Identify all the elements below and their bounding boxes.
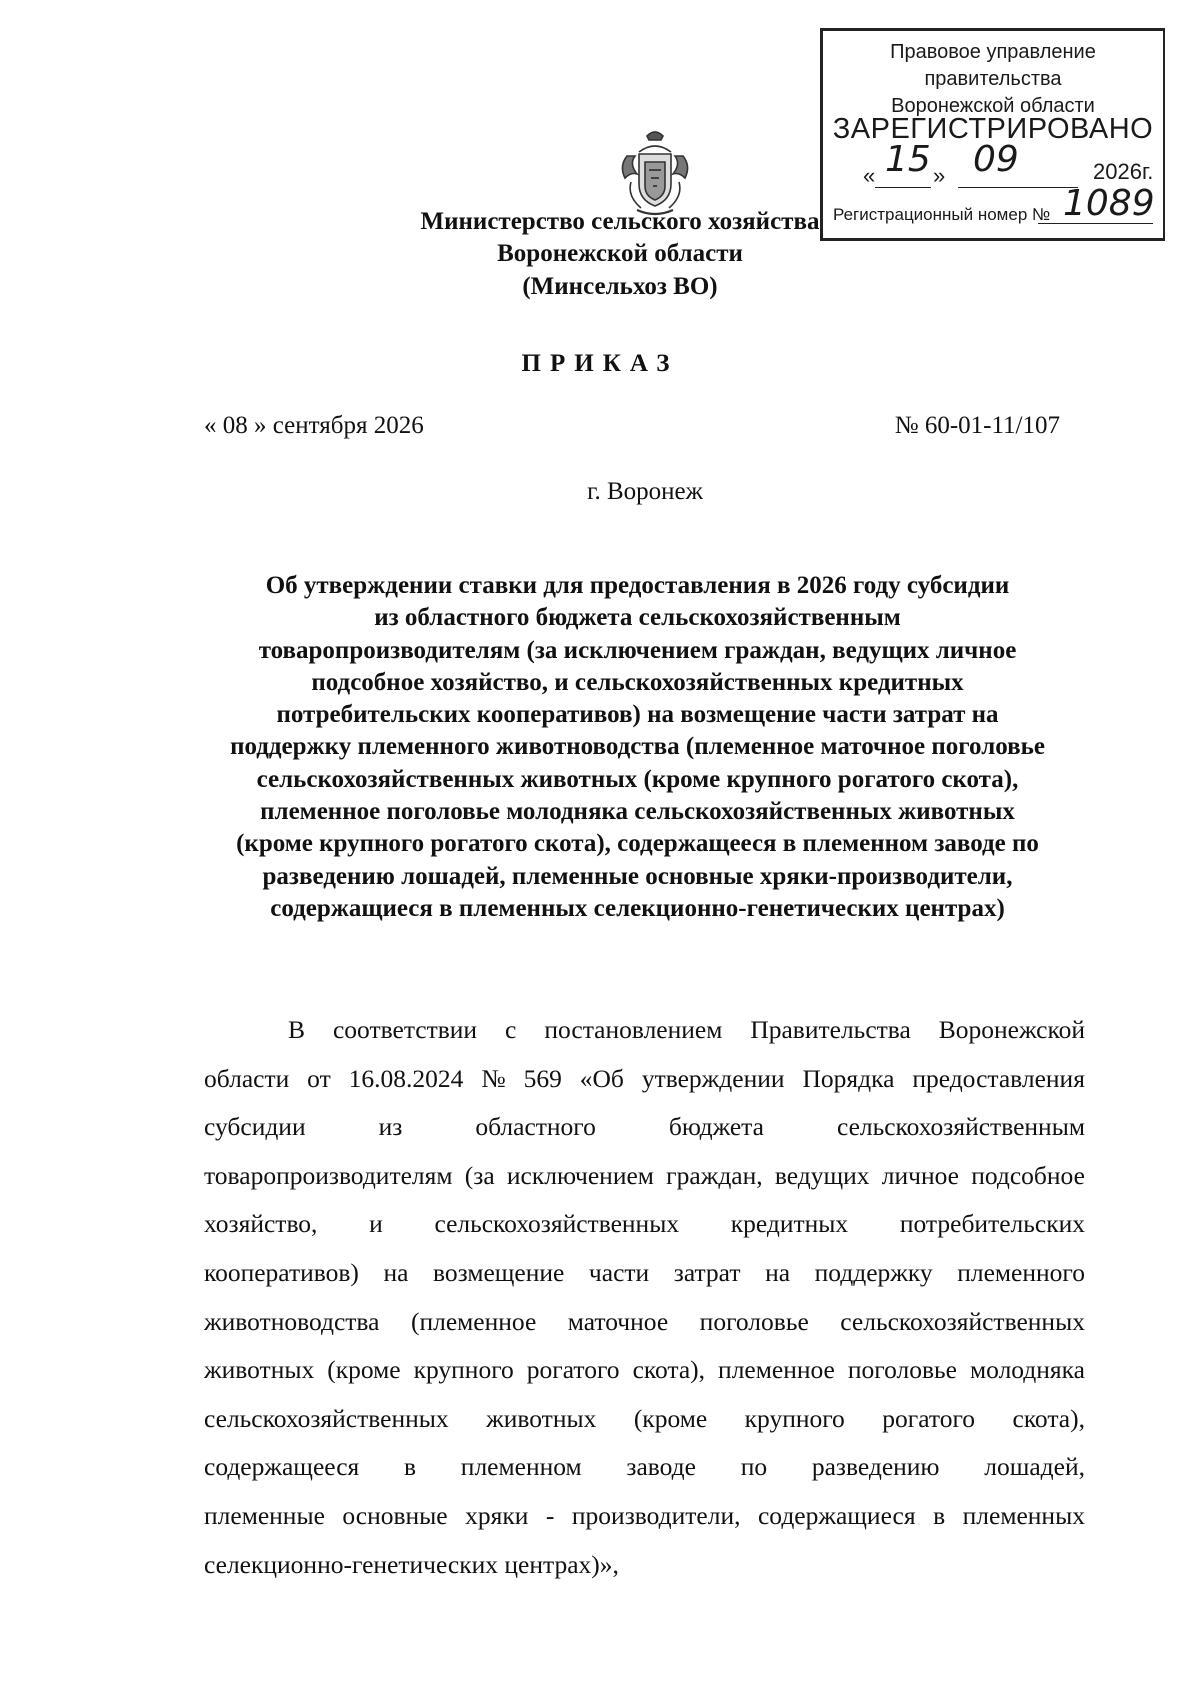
- body-word: -: [545, 1500, 555, 1530]
- body-line: [204, 1401, 1085, 1450]
- stamp-year: 2026г.: [1093, 159, 1154, 184]
- stamp-reg-number-label: Регистрационный номер №: [833, 205, 1051, 224]
- heading-line: подсобное хозяйство, и сельскохозяйственных кредитных: [311, 668, 964, 696]
- body-word: субсидии: [204, 1112, 306, 1142]
- body-word: скота),: [1012, 1403, 1085, 1433]
- body-word: племенного: [957, 1257, 1085, 1287]
- body-word: (племенное: [410, 1306, 537, 1336]
- stamp-org-line2: Воронежской области: [891, 95, 1095, 117]
- ministry-name-line2: Воронежской области: [497, 240, 743, 267]
- stamp-month: 09: [973, 139, 1019, 180]
- body-word: бюджета: [668, 1112, 764, 1142]
- body-word: селекционно-генетических центрах)»,: [204, 1549, 619, 1579]
- body-word: поголовье: [847, 1355, 957, 1385]
- body-word: с: [505, 1015, 517, 1044]
- heading-line: товаропроизводителям (за исключением граждан, ведущих личное: [258, 636, 1017, 664]
- body-line: [204, 1304, 1085, 1353]
- body-word: на: [765, 1257, 791, 1287]
- body-word: сельскохозяйственным: [836, 1112, 1085, 1142]
- body-word: сельскохозяйственных: [840, 1306, 1085, 1336]
- body-word: хозяйство,: [204, 1209, 318, 1239]
- body-word: от: [307, 1063, 331, 1093]
- body-word: предоставления: [912, 1063, 1085, 1093]
- body-word: лошадей,: [984, 1452, 1085, 1482]
- heading-line: (кроме крупного рогатого скота), содержащееся в племенном заводе по: [236, 830, 1039, 858]
- body-word: товаропроизводителям: [204, 1160, 453, 1190]
- body-word: животных: [486, 1403, 597, 1433]
- body-line: [204, 1012, 1085, 1061]
- body-line: [204, 1498, 1085, 1547]
- stamp-registered-label: ЗАРЕГИСТРИРОВАНО: [832, 113, 1154, 145]
- body-word: ведущих: [774, 1160, 870, 1190]
- body-line: [204, 1547, 1085, 1596]
- body-word: (кроме: [633, 1403, 708, 1433]
- ministry-name-line1: Министерство сельского хозяйства: [420, 208, 820, 235]
- body-word: кредитных: [730, 1209, 849, 1239]
- body-word: Воронежской: [938, 1015, 1085, 1044]
- body-word: по: [740, 1452, 768, 1482]
- coat-of-arms-icon: [617, 126, 693, 218]
- body-line: [204, 1109, 1085, 1158]
- document-heading: [195, 570, 1080, 925]
- heading-line: племенное поголовье молодняка сельскохозяйственных животных: [260, 798, 1015, 826]
- body-word: хряки: [465, 1500, 529, 1530]
- body-word: крупного: [744, 1403, 845, 1433]
- body-word: области: [204, 1063, 290, 1093]
- stamp-month-line: [958, 187, 1078, 188]
- document-number: № 60-01-11/107: [894, 412, 1060, 439]
- body-word: племенном: [460, 1452, 582, 1482]
- body-word: части: [588, 1257, 650, 1287]
- body-word: В: [288, 1015, 306, 1044]
- body-word: (за: [464, 1160, 495, 1190]
- body-word: племенные: [204, 1500, 325, 1530]
- document-city: г. Воронеж: [587, 478, 703, 505]
- body-word: содержащиеся: [757, 1500, 916, 1530]
- stamp-reg-number-row: [833, 183, 1155, 225]
- body-word: Порядка: [802, 1063, 895, 1093]
- document-body: [204, 1012, 1085, 1595]
- registration-stamp: [820, 28, 1165, 241]
- heading-line: содержащиеся в племенных селекционно-генетических центрах): [270, 894, 1005, 922]
- stamp-quote-close: »: [933, 163, 946, 188]
- body-word: производители,: [571, 1500, 741, 1530]
- body-word: в: [933, 1500, 946, 1530]
- body-word: поддержку: [814, 1257, 933, 1287]
- body-word: потребительских: [899, 1209, 1085, 1239]
- body-word: сельскохозяйственных: [434, 1209, 680, 1239]
- stamp-day: 15: [885, 139, 931, 180]
- heading-line: Об утверждении ставки для предоставления в 2026 году субсидии: [265, 572, 1010, 599]
- body-word: животноводства: [204, 1306, 380, 1336]
- body-word: племенных: [962, 1500, 1085, 1530]
- ministry-short-name: (Минсельхоз ВО): [522, 273, 718, 300]
- body-word: содержащееся: [204, 1452, 360, 1482]
- body-word: на: [383, 1257, 409, 1287]
- body-word: разведению: [811, 1452, 940, 1482]
- body-word: маточное: [567, 1306, 669, 1336]
- body-word: заводе: [626, 1452, 696, 1482]
- body-word: постановлением: [544, 1015, 723, 1044]
- stamp-org-line1: Правовое управление правительства: [890, 41, 1096, 90]
- body-line: [204, 1255, 1085, 1304]
- body-word: подсобное: [971, 1160, 1085, 1190]
- heading-line: разведению лошадей, племенные основные хряки-производители,: [262, 862, 1013, 890]
- body-word: (кроме: [327, 1355, 401, 1385]
- document-type: ПРИКАЗ: [521, 350, 679, 377]
- heading-line: потребительских кооперативов) на возмещение части затрат на: [276, 701, 999, 729]
- body-word: 16.08.2024: [348, 1063, 464, 1093]
- body-word: граждан,: [666, 1160, 763, 1190]
- body-word: Правительства: [750, 1015, 911, 1044]
- stamp-reg-number: 1089: [1063, 183, 1155, 224]
- body-line: [204, 1352, 1085, 1401]
- document-date: « 08 » сентября 2026: [204, 412, 424, 439]
- body-word: и: [369, 1209, 383, 1239]
- body-word: основные: [342, 1500, 448, 1530]
- body-word: возмещение: [433, 1257, 565, 1287]
- body-word: рогатого: [526, 1355, 620, 1385]
- body-word: из: [378, 1112, 403, 1142]
- stamp-day-line: [875, 187, 931, 188]
- stamp-organization: [823, 39, 1163, 120]
- body-word: поголовье: [699, 1306, 809, 1336]
- body-word: утверждении: [641, 1063, 785, 1093]
- body-word: 569: [523, 1063, 562, 1093]
- body-line: [204, 1206, 1085, 1255]
- body-word: затрат: [673, 1257, 741, 1287]
- body-word: сельскохозяйственных: [204, 1403, 449, 1433]
- body-word: крупного: [413, 1355, 514, 1385]
- body-word: животных: [204, 1355, 315, 1385]
- body-word: личное: [881, 1160, 959, 1190]
- heading-line: сельскохозяйственных животных (кроме крупного рогатого скота),: [256, 765, 1019, 793]
- body-word: соответствии: [332, 1015, 478, 1044]
- body-word: рогатого: [882, 1403, 976, 1433]
- body-line: [204, 1449, 1085, 1498]
- body-line: [204, 1158, 1085, 1207]
- body-word: в: [404, 1452, 417, 1482]
- heading-line: поддержку племенного животноводства (племенное маточное поголовье: [230, 733, 1045, 761]
- body-word: молодняка: [970, 1355, 1085, 1385]
- body-word: областного: [475, 1112, 596, 1142]
- stamp-quote-open: «: [863, 163, 876, 188]
- body-line: [204, 1061, 1085, 1110]
- body-word: кооперативов): [204, 1257, 359, 1287]
- heading-line: из областного бюджета сельскохозяйственным: [374, 604, 901, 632]
- body-word: «Об: [579, 1063, 624, 1093]
- body-word: исключением: [506, 1160, 654, 1190]
- body-word: №: [481, 1063, 506, 1093]
- body-word: племенное: [718, 1355, 835, 1385]
- body-word: скота),: [632, 1355, 706, 1385]
